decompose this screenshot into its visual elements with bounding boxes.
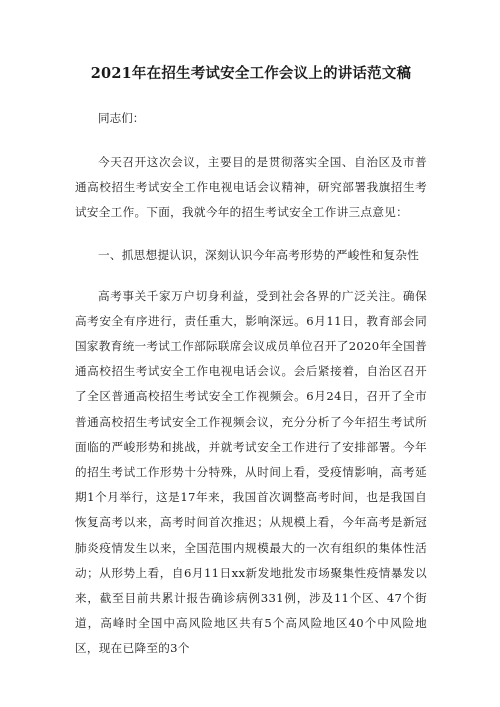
salutation: 同志们：	[98, 111, 145, 125]
paragraph-body: 高考事关千家万户切身利益，受到社会各界的广泛关注。确保高考安全有序进行，责任重大，影响深远。6月11日，教育部会同国家教育统一考试工作部际联席会议成员单位召开了2020年全国普通高校招生考试安全工作电视电话会议。会后紧接着，自治区召开了全区普通高校招生考试安全工作视频会。6月24日，召开了全市普通高校招生考试安全工作视频会议，充分分析了今年招生考试所面临的严峻形势和挑战，并就考试安全工作进行了安排部署。今年的招生考试工作形势十分特殊，从时间上看，受疫情影响，高考延期1个月举行，这是17年来，我国首次调整高考时间，也是我国自恢复高考以来，高考时间首次推迟；从规模上看，今年高考是新冠肺炎疫情发生以来，全国范围内规模最大的一次有组织的集体性活动；从形势上看，自6月11日xx新发地批发市场聚集性疫情暴发以来，截至目前共累计报告确诊病例331例，涉及11个区、47个街道，高峰时全国中高风险地区共有5个高风险地区40个中风险地区，现在已降至的3个	[75, 288, 427, 656]
paragraph-intro: 今天召开这次会议，主要目的是贯彻落实全国、自治区及市普通高校招生考试安全工作电视电话会议精神，研究部署我旗招生考试安全工作。下面，我就今年的招生考试安全工作讲三点意见：	[75, 155, 427, 220]
document-title: 2021年在招生考试安全工作会议上的讲话范文稿	[90, 65, 412, 82]
section-heading: 一、抓思想提认识，深刻认识今年高考形势的严峻性和复杂性	[98, 247, 420, 262]
